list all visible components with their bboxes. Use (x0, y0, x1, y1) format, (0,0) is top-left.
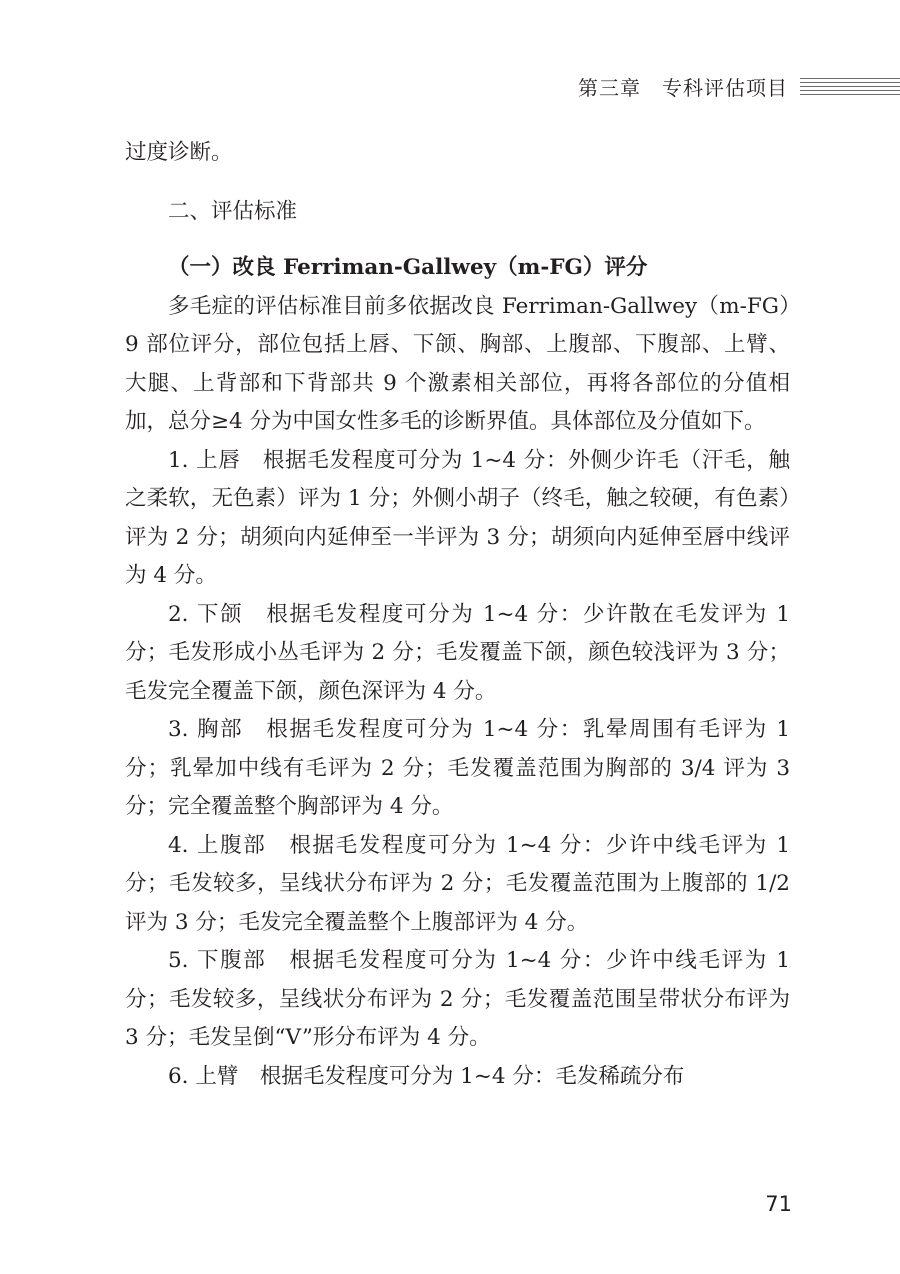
page-number: 71 (765, 1192, 792, 1216)
list-item-upper-lip: 1. 上唇 根据毛发程度可分为 1~4 分：外侧少许毛（汗毛，触之柔软，无色素）评为 1 分；外侧小胡子（终毛，触之较硬，有色素）评为 2 分；胡须向内延伸至一半评为 3 分；胡须向内延伸至唇中线评为 4 分。 (125, 447, 790, 588)
list-item-chin: 2. 下颌 根据毛发程度可分为 1~4 分：少许散在毛发评为 1 分；毛发形成小丛毛评为 2 分；毛发覆盖下颌，颜色较浅评为 3 分；毛发完全覆盖下颌，颜色深评为 4 分。 (125, 601, 790, 704)
list-item-lower-abdomen: 5. 下腹部 根据毛发程度可分为 1~4 分：少许中线毛评为 1 分；毛发较多，呈线状分布评为 2 分；毛发覆盖范围呈带状分布评为 3 分；毛发呈倒“V”形分布评为 4 分。 (125, 948, 790, 1050)
body-text (125, 134, 790, 1096)
list-item-upper-arm: 6. 上臂 根据毛发程度可分为 1~4 分：毛发稀疏分布 (168, 1063, 685, 1089)
intro-paragraph: 多毛症的评估标准目前多依据改良 Ferriman-Gallwey（m-FG）9 部位评分，部位包括上唇、下颌、胸部、上腹部、下腹部、上臂、大腿、上背部和下背部共 9 个激素相关部位，再将各部位的分值相加，总分≥4 分为中国女性多毛的诊断界值。具体部位及分值如下。 (125, 293, 790, 434)
running-header (420, 70, 900, 108)
list-item-chest: 3. 胸部 根据毛发程度可分为 1~4 分：乳晕周围有毛评为 1 分；乳晕加中线有毛评为 2 分；毛发覆盖范围为胸部的 3/4 评为 3 分；完全覆盖整个胸部评为 4 分。 (125, 717, 790, 819)
header-rule-lines (800, 78, 900, 98)
subsection-heading: （一）改良 Ferriman-Gallwey（m-FG）评分 (168, 255, 648, 280)
list-item-upper-abdomen: 4. 上腹部 根据毛发程度可分为 1~4 分：少许中线毛评为 1 分；毛发较多，呈线状分布评为 2 分；毛发覆盖范围为上腹部的 1/2 评为 3 分；毛发完全覆盖整个上腹部评为 4 分。 (125, 832, 790, 935)
paragraph-continuation: 过度诊断。 (125, 140, 233, 165)
section-heading: 二、评估标准 (168, 198, 298, 224)
chapter-title: 第三章 专科评估项目 (578, 76, 788, 100)
